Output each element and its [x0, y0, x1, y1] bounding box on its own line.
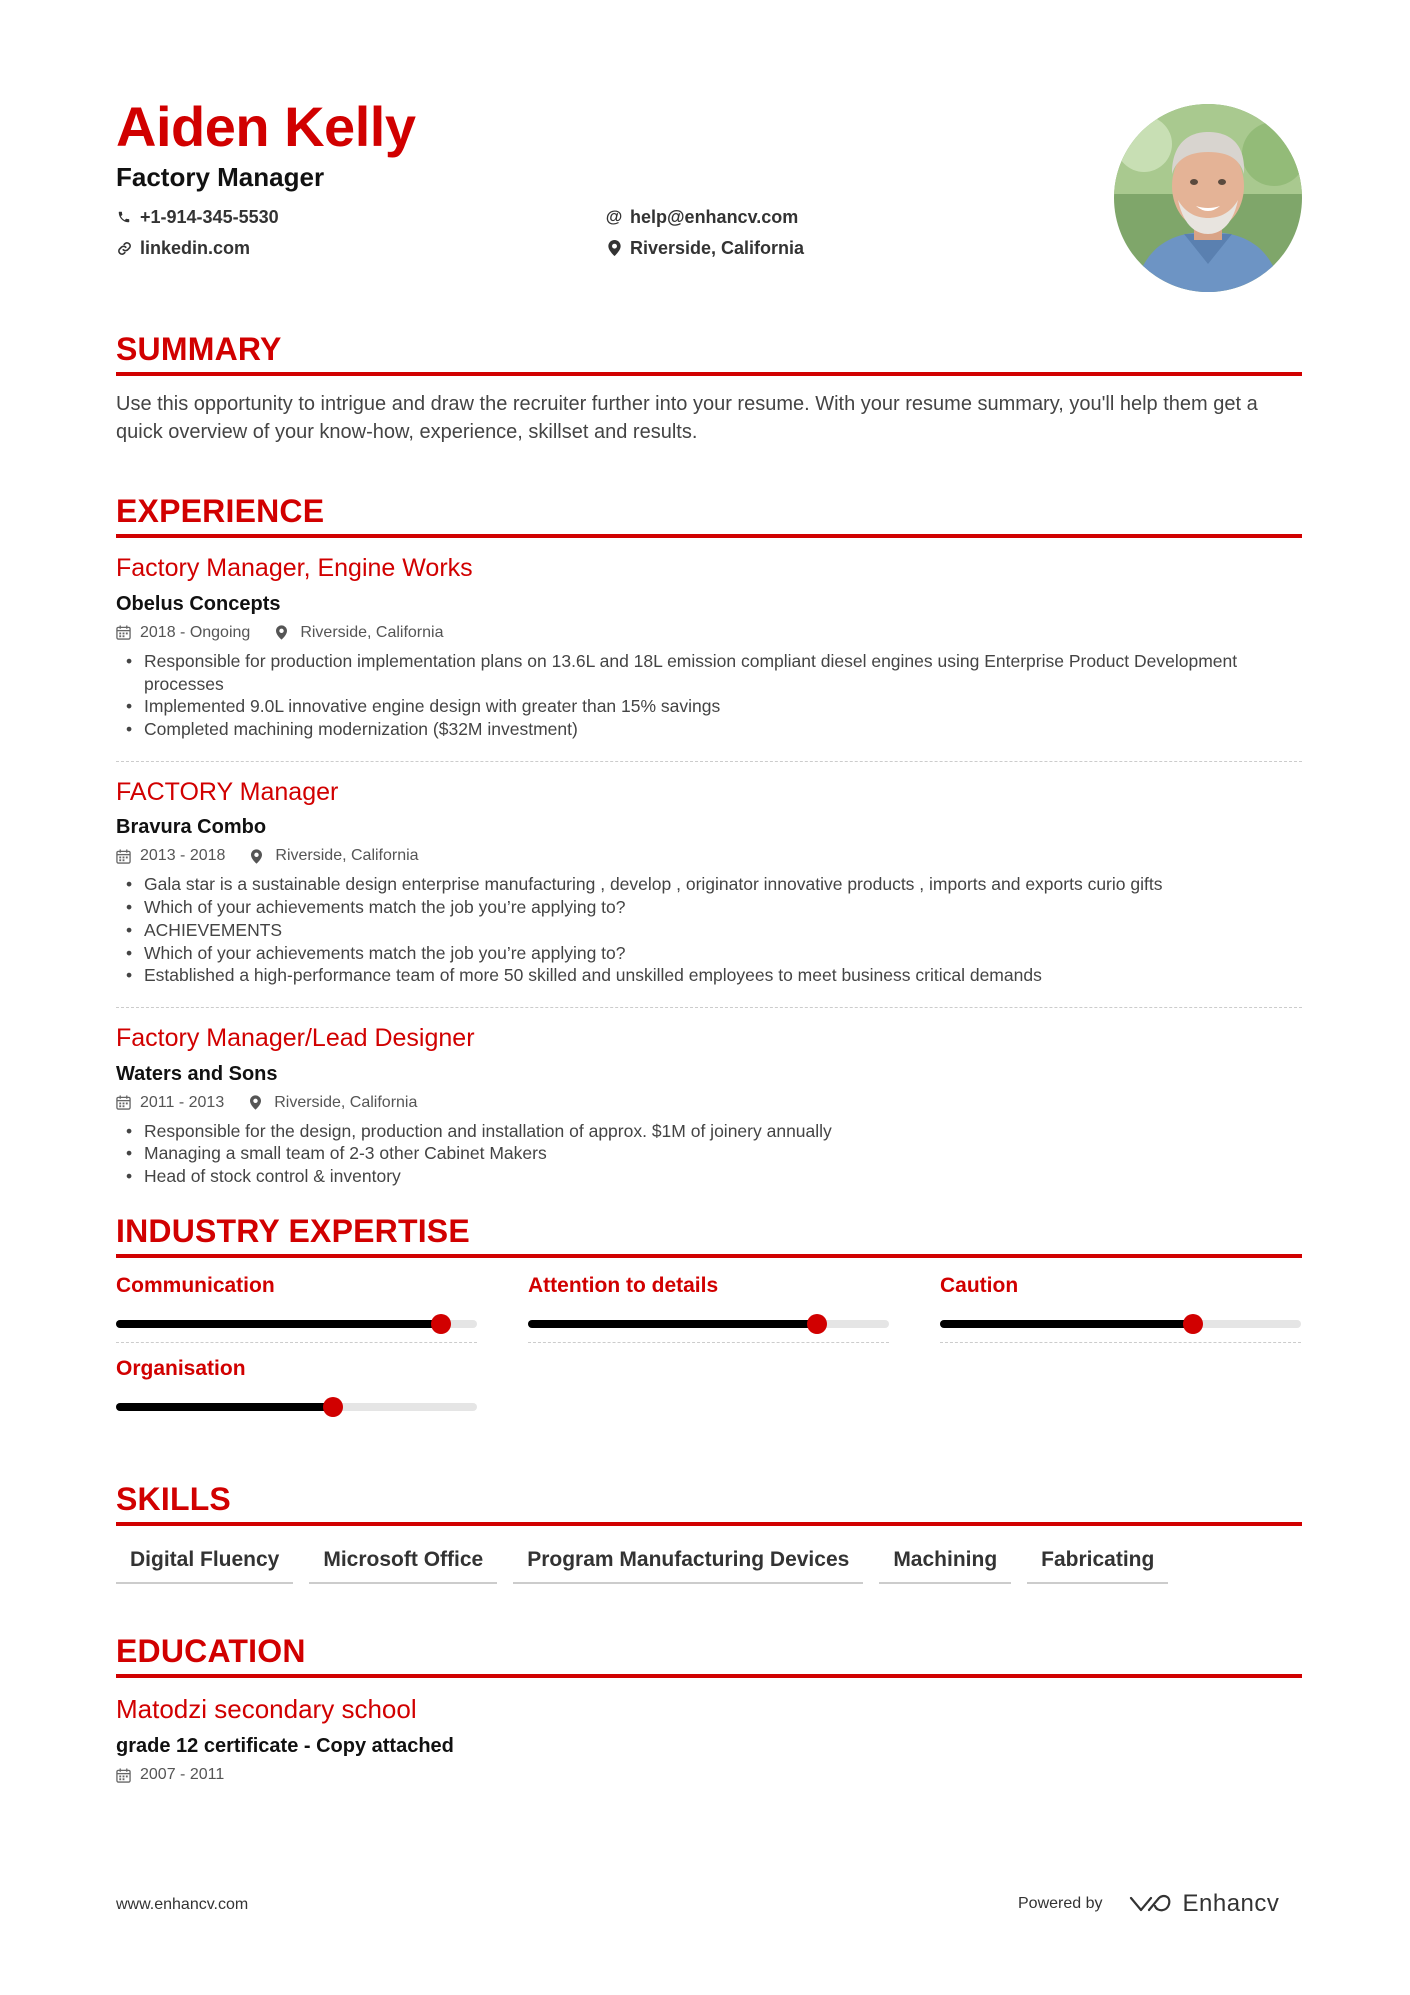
expertise-name: Communication	[116, 1274, 275, 1298]
calendar-icon	[116, 848, 132, 864]
job-location: Riverside, California	[275, 847, 419, 865]
education-degree: grade 12 certificate - Copy attached	[116, 1735, 454, 1758]
expertise-bar-fill	[116, 1320, 441, 1328]
expertise-bar-dot	[1183, 1314, 1203, 1334]
contact-email-text: help@enhancv.com	[630, 206, 799, 227]
bullet-item: • Which of your achievements match the job you’re applying to?	[126, 896, 1302, 919]
expertise-bar-dot	[323, 1397, 343, 1417]
job-title: FACTORY Manager	[116, 777, 339, 806]
expertise-bar	[940, 1320, 1301, 1328]
contact-linkedin-text: linkedin.com	[140, 237, 251, 258]
expertise-bar-fill	[528, 1320, 817, 1328]
contact-phone[interactable]	[116, 207, 606, 228]
brand-logo	[1127, 1890, 1280, 1918]
bullet-item: • Implemented 9.0L innovative engine design with greater than 15% savings	[126, 695, 1302, 718]
calendar-icon	[116, 1767, 132, 1783]
candidate-title: Factory Manager	[116, 161, 325, 192]
skill-tag: Machining	[879, 1544, 1011, 1584]
expertise-bar	[116, 1320, 477, 1328]
experience-heading: EXPERIENCE	[116, 492, 1302, 538]
expertise-heading: INDUSTRY EXPERTISE	[116, 1212, 1302, 1258]
expertise-bar-dot	[807, 1314, 827, 1334]
job-dates: 2018 - Ongoing	[140, 623, 251, 641]
bullet-item: • Established a high-performance team of more 50 skilled and unskilled employees to meet business critical demands	[126, 964, 1302, 987]
bullet-item: • Head of stock control & inventory	[126, 1165, 1302, 1188]
skill-tag: Microsoft Office	[309, 1544, 497, 1584]
bullet-item: • Which of your achievements match the job you’re applying to?	[126, 942, 1302, 965]
job-bullets	[116, 1120, 1302, 1188]
job-entry	[116, 762, 1302, 1008]
summary-heading: SUMMARY	[116, 330, 1302, 376]
expertise-grid	[116, 1274, 1302, 1425]
job-location: Riverside, California	[274, 1093, 418, 1111]
skill-tag: Program Manufacturing Devices	[513, 1544, 863, 1584]
summary-section	[116, 330, 1302, 446]
expertise-item	[940, 1274, 1301, 1343]
summary-text: Use this opportunity to intrigue and draw the recruiter further into your resume. With your resume summary, you'll help them get a quick overview of your know-how, experience, skillset and results.	[116, 393, 1258, 444]
skill-tag: Fabricating	[1027, 1544, 1168, 1584]
job-bullets	[116, 873, 1302, 987]
education-school: Matodzi secondary school	[116, 1694, 417, 1725]
expertise-item	[528, 1274, 889, 1343]
job-company: Obelus Concepts	[116, 592, 281, 615]
job-company: Bravura Combo	[116, 816, 267, 839]
contact-phone-text: +1-914-345-5530	[140, 206, 279, 227]
expertise-bar-fill	[116, 1403, 333, 1411]
job-meta	[116, 847, 1302, 865]
bullet-item: • Gala star is a sustainable design enterprise manufacturing , develop , originator innovative products , imports and exports curio gifts	[126, 873, 1302, 896]
job-meta	[116, 1094, 1302, 1112]
candidate-name: Aiden Kelly	[116, 95, 416, 158]
expertise-name: Attention to details	[528, 1274, 719, 1298]
expertise-item	[116, 1357, 477, 1425]
job-location: Riverside, California	[300, 623, 444, 641]
expertise-name: Caution	[940, 1274, 1019, 1298]
location-pin-icon	[250, 1095, 266, 1111]
job-dates: 2013 - 2018	[140, 847, 226, 865]
calendar-icon	[116, 625, 132, 641]
expertise-bar	[116, 1403, 477, 1411]
contact-linkedin[interactable]	[116, 238, 606, 259]
job-meta	[116, 624, 1302, 642]
contact-email[interactable]	[606, 207, 1006, 228]
brand-name: Enhancv	[1182, 1890, 1280, 1917]
skill-tag: Digital Fluency	[116, 1544, 293, 1584]
job-bullets	[116, 650, 1302, 741]
job-entry	[116, 1008, 1302, 1208]
bullet-item: • Completed machining modernization ($32M investment)	[126, 718, 1302, 741]
footer-powered[interactable]	[1018, 1890, 1279, 1918]
skills-list	[116, 1544, 1302, 1584]
profile-photo	[1114, 104, 1302, 292]
at-icon: @	[605, 207, 623, 227]
bullet-item: • Managing a small team of 2-3 other Cabinet Makers	[126, 1142, 1302, 1165]
link-icon	[116, 240, 132, 256]
location-pin-icon	[251, 848, 267, 864]
phone-icon	[116, 209, 132, 225]
powered-by-text: Powered by	[1018, 1895, 1103, 1912]
job-entry	[116, 538, 1302, 762]
location-pin-icon	[276, 625, 292, 641]
experience-section	[116, 492, 1302, 1208]
job-dates: 2011 - 2013	[140, 1093, 225, 1111]
contact-location-text: Riverside, California	[630, 237, 805, 258]
job-company: Waters and Sons	[116, 1062, 278, 1085]
expertise-bar-dot	[431, 1314, 451, 1334]
expertise-section	[116, 1212, 1302, 1425]
skills-heading: SKILLS	[116, 1480, 1302, 1526]
skills-section	[116, 1480, 1302, 1584]
job-title: Factory Manager, Engine Works	[116, 554, 473, 583]
bullet-item: • ACHIEVEMENTS	[126, 919, 1302, 942]
expertise-item	[116, 1274, 477, 1343]
education-dates: 2007 - 2011	[140, 1766, 225, 1784]
education-heading: EDUCATION	[116, 1632, 1302, 1678]
expertise-bar	[528, 1320, 889, 1328]
enhancv-logo-icon	[1127, 1892, 1173, 1916]
job-title: Factory Manager/Lead Designer	[116, 1024, 475, 1053]
education-meta	[116, 1766, 1302, 1784]
education-section	[116, 1632, 1302, 1784]
contact-location	[606, 238, 1006, 259]
location-pin-icon	[606, 240, 622, 256]
expertise-name: Organisation	[116, 1357, 246, 1381]
calendar-icon	[116, 1095, 132, 1111]
bullet-item: • Responsible for the design, production and installation of approx. $1M of joinery annually	[126, 1120, 1302, 1143]
footer-website[interactable]: www.enhancv.com	[116, 1896, 249, 1913]
expertise-bar-fill	[940, 1320, 1193, 1328]
bullet-item: • Responsible for production implementation plans on 13.6L and 18L emission compliant diesel engines using Enterprise Product Development processes	[126, 650, 1302, 696]
